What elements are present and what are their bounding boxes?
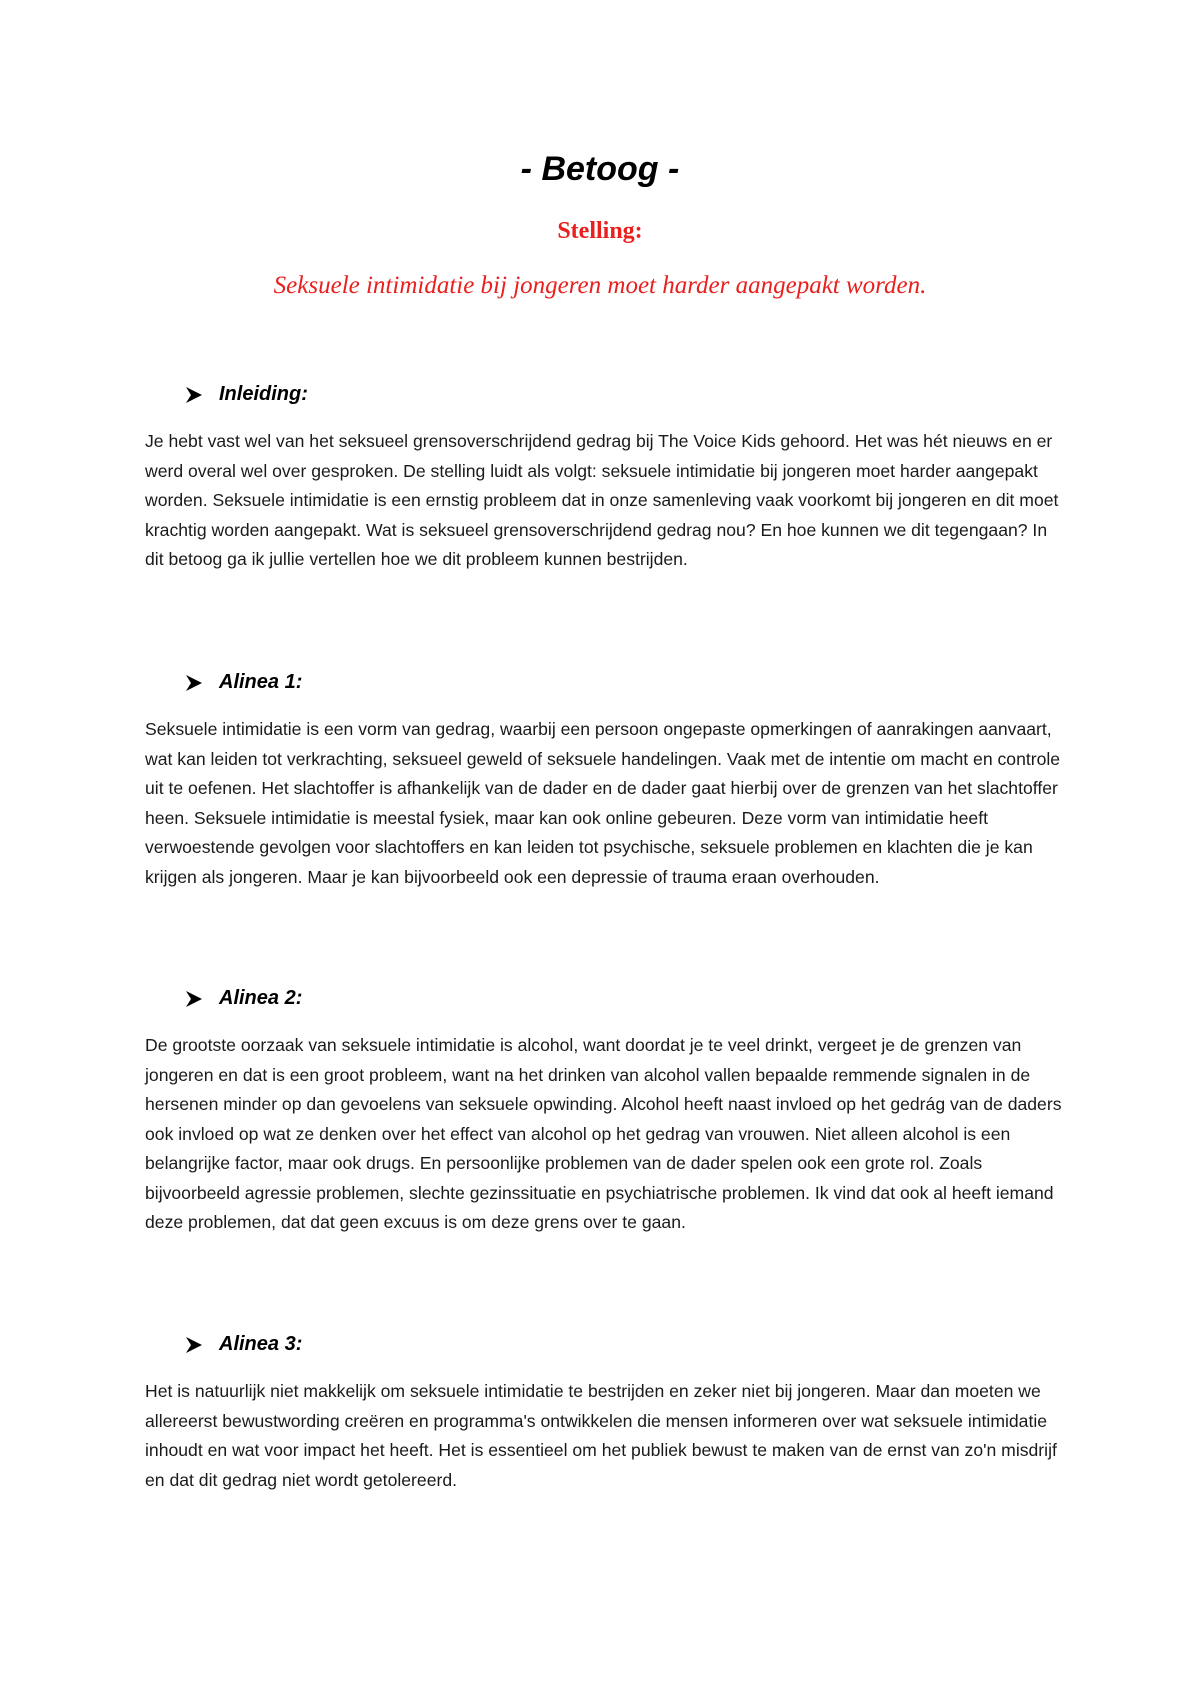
arrow-bullet-icon <box>185 990 203 1008</box>
section-heading-label: Alinea 3: <box>219 1333 303 1355</box>
section-body-alinea-1: Seksuele intimidatie is een vorm van gedrag, waarbij een persoon ongepaste opmerkingen of aanrakingen aanvaart, wat kan leiden tot verkrachting, seksueel geweld of seksuele handelingen. Vaak met de intentie om macht en controle uit te oefenen. Het slachtoffer is afhankelijk van de dader en de dader gaat hierbij over de grenzen van het slachtoffer heen. Seksuele intimidatie is meestal fysiek, maar kan ook online gebeuren. Deze vorm van intimidatie heeft verwoestende gevolgen voor slachtoffers en kan leiden tot psychische, seksuele problemen en klachten die je kan krijgen als jongeren. Maar je kan bijvoorbeeld ook een depressie of trauma eraan overhouden. <box>145 719 1061 887</box>
stelling-label: Stelling: <box>557 218 643 244</box>
stelling-text: Seksuele intimidatie bij jongeren moet harder aangepakt worden. <box>273 272 927 299</box>
section-heading-alinea-1 <box>185 671 302 694</box>
section-heading-label: Alinea 1: <box>219 671 303 693</box>
section-heading-alinea-2 <box>185 987 302 1010</box>
section-body-alinea-3: Het is natuurlijk niet makkelijk om seksuele intimidatie te bestrijden en zeker niet bij jongeren. Maar dan moeten we allereerst bewustwording creëren en programma's ontwikkelen die mensen informeren over wat seksuele intimidatie inhoudt en wat voor impact het heeft. Het is essentieel om het publiek bewust te maken van de ernst van zo'n misdrijf en dat dit gedrag niet wordt getolereerd. <box>145 1381 1057 1490</box>
section-heading-alinea-3 <box>185 1333 302 1356</box>
section-heading-label: Inleiding: <box>219 383 308 405</box>
section-heading-label: Alinea 2: <box>219 987 303 1009</box>
arrow-bullet-icon <box>185 674 203 692</box>
section-heading-inleiding <box>185 383 308 406</box>
section-body-inleiding: Je hebt vast wel van het seksueel grensoverschrijdend gedrag bij The Voice Kids gehoord. Het was hét nieuws en er werd overal wel over gesproken. De stelling luidt als volgt: seksuele intimidatie bij jongeren moet harder aangepakt worden. Seksuele intimidatie is een ernstig probleem dat in onze samenleving vaak voorkomt bij jongeren en dit moet krachtig worden aangepakt. Wat is seksueel grensoverschrijdend gedrag nou? En hoe kunnen we dit tegengaan? In dit betoog ga ik jullie vertellen hoe we dit probleem kunnen bestrijden. <box>145 431 1059 569</box>
arrow-bullet-icon <box>185 386 203 404</box>
section-body-alinea-2: De grootste oorzaak van seksuele intimidatie is alcohol, want doordat je te veel drinkt, vergeet je de grenzen van jongeren en dat is een groot probleem, want na het drinken van alcohol vallen bepaalde remmende signalen in de hersenen minder op dan gevoelens van seksuele opwinding. Alcohol heeft naast invloed op het gedrág van de daders ook invloed op wat ze denken over het effect van alcohol op het gedrag van vrouwen. Niet alleen alcohol is een belangrijke factor, maar ook drugs. En persoonlijke problemen van de dader spelen ook een grote rol. Zoals bijvoorbeeld agressie problemen, slechte gezinssituatie en psychiatrische problemen. Ik vind dat ook al heeft iemand deze problemen, dat dat geen excuus is om deze grens over te gaan. <box>145 1035 1062 1232</box>
document-title: - Betoog - <box>520 150 680 188</box>
arrow-bullet-icon <box>185 1336 203 1354</box>
